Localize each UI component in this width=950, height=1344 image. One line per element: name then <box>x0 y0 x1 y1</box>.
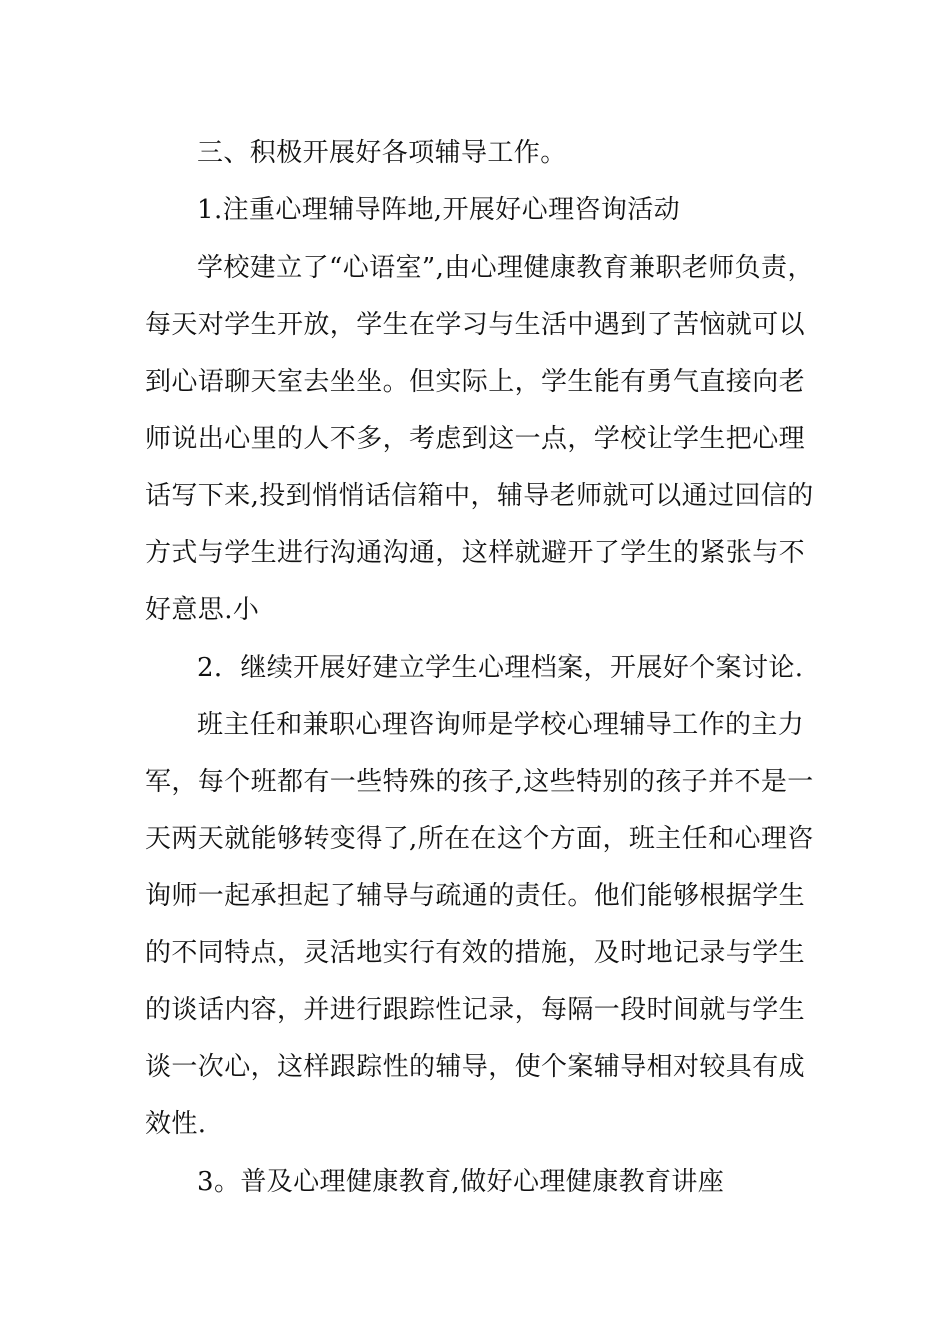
paragraph-line: 的谈话内容，并进行跟踪性记录，每隔一段时间就与学生 <box>145 995 806 1025</box>
paragraph-line: 询师一起承担起了辅导与疏通的责任。他们能够根据学生 <box>145 881 806 911</box>
item-1-title: 1.注重心理辅导阵地,开展好心理咨询活动 <box>197 195 681 225</box>
paragraph-line: 师说出心里的人不多，考虑到这一点，学校让学生把心理 <box>145 424 806 454</box>
item-2-title: 2．继续开展好建立学生心理档案，开展好个案讨论. <box>197 653 804 683</box>
paragraph-line: 天两天就能够转变得了,所在在这个方面，班主任和心理咨 <box>145 824 814 854</box>
paragraph-line: 到心语聊天室去坐坐。但实际上，学生能有勇气直接向老 <box>145 367 806 397</box>
paragraph-line: 学校建立了“心语室”,由心理健康教育兼职老师负责， <box>197 253 814 283</box>
item-3-title: 3。普及心理健康教育,做好心理健康教育讲座 <box>197 1167 725 1197</box>
paragraph-line: 军，每个班都有一些特殊的孩子,这些特别的孩子并不是一 <box>145 767 814 797</box>
section-heading: 三、积极开展好各项辅导工作。 <box>197 138 567 168</box>
paragraph-line: 班主任和兼职心理咨询师是学校心理辅导工作的主力 <box>197 710 805 740</box>
paragraph-line: 的不同特点，灵活地实行有效的措施，及时地记录与学生 <box>145 938 806 968</box>
paragraph-line: 效性. <box>145 1109 207 1139</box>
paragraph-line: 好意思.小 <box>145 595 260 625</box>
paragraph-line: 话写下来,投到悄悄话信箱中，辅导老师就可以通过回信的 <box>145 481 814 511</box>
paragraph-line: 谈一次心，这样跟踪性的辅导，使个案辅导相对较具有成 <box>145 1052 806 1082</box>
paragraph-line: 方式与学生进行沟通沟通，这样就避开了学生的紧张与不 <box>145 538 806 568</box>
paragraph-line: 每天对学生开放，学生在学习与生活中遇到了苦恼就可以 <box>145 310 806 340</box>
